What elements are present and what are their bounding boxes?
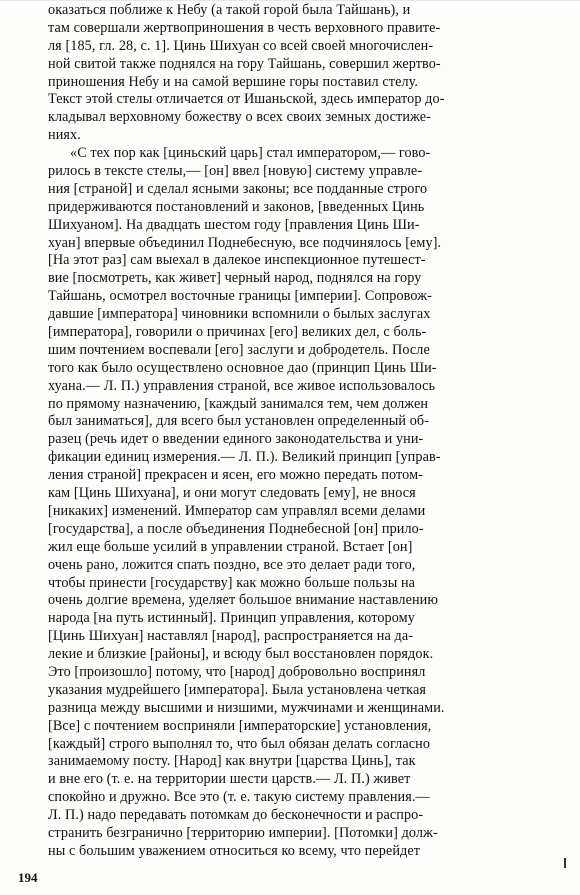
text-line: [императора], говорили о причинах [его] великих дел, с боль-	[48, 324, 427, 341]
text-line: [никаких] изменений. Император сам управлял всеми делами	[48, 502, 426, 519]
page-number: 194	[18, 870, 38, 885]
margin-mark	[564, 858, 566, 868]
text-line: чтобы принести [государству] как можно больше пользы на	[48, 574, 416, 591]
text-line: хуан] впервые объединил Поднебесную, все подчинялось [ему].	[48, 234, 442, 251]
paragraph-2	[48, 145, 572, 861]
text-line: Тайшань, осмотрел восточные границы [империи]. Сопровож-	[48, 288, 432, 305]
text-line: жил еще больше усилий в управлении страной. Встает [он]	[48, 538, 413, 555]
text-line: был заниматься], для всего был установлен определенный об-	[48, 413, 430, 430]
text-line: вие [посмотреть, как живет] черный народ, поднялся на гору	[48, 270, 422, 287]
text-line: [каждый] строго выполнял то, что был обязан делать согласно	[48, 735, 431, 752]
text-line: Л. П.) надо передавать потомкам до бесконечности и распро-	[48, 807, 424, 824]
text-line: ны с большим уважением относиться ко всему, что перейдет	[48, 842, 421, 859]
text-line: хуана.— Л. П.) управления страной, все живое использовалось	[48, 377, 436, 394]
text-line: фикации единиц измерения.— Л. П.). Великий принцип [управ-	[48, 449, 441, 466]
text-line: давшие [императора] чиновники вспомнили о былых заслугах	[48, 306, 431, 323]
text-line: народа [на путь истинный]. Принцип управления, которому	[48, 610, 415, 627]
text-line: Шихуаном]. На двадцать шестом году [правления Цинь Ши-	[48, 216, 420, 233]
text-line: лекие и близкие [районы], и всюду был восстановлен порядок.	[48, 646, 434, 663]
text-line: указания мудрейшего [императора]. Была установлена четкая	[48, 681, 426, 698]
text-line: придерживаются постановлений и законов, [введенных Цинь	[48, 198, 425, 215]
text-line: и вне его (т. е. на территории шести царств.— Л. П.) живет	[48, 771, 411, 788]
text-line: оказаться поближе к Небу (а такой горой была Тайшань), и	[48, 2, 411, 18]
text-line: [На этот раз] сам выехал в далекое инспекционное путешест-	[48, 252, 426, 269]
text-line: [Все] с почтением восприняли [императорские] установления,	[48, 717, 432, 734]
text-line: кладывал верховному божеству о всех своих земных достиже-	[48, 109, 431, 126]
text-line: разец (речь идет о введении единого законодательства и уни-	[48, 431, 424, 448]
text-line: приношения Небу и на самой вершине горы поставил стелу.	[48, 73, 419, 90]
text-line: рилось в тексте стелы,— [он] ввел [новую] систему управле-	[48, 163, 423, 180]
text-line: странить безгранично [территорию империи]. [Потомки] долж-	[48, 824, 438, 841]
text-line: Текст этой стелы отличается от Ишаньской, здесь император до-	[48, 91, 445, 108]
text-line: разница между высшими и низшими, мужчинами и женщинами.	[48, 699, 445, 716]
text-line: ной свитой также поднялся на гору Тайшань, совершил жертво-	[48, 55, 441, 72]
text-line: ления страной] прекрасен и ясен, его можно передать потом-	[48, 467, 423, 484]
text-line: шим почтением воспевали [его] заслуги и добродетель. После	[48, 341, 430, 358]
page-text	[48, 2, 572, 861]
text-line: ниях.	[48, 127, 81, 144]
text-line: там совершали жертвоприношения в честь верховного правите-	[48, 19, 441, 36]
text-line: очень долгие времена, уделяет большое внимание наставлению	[48, 592, 439, 609]
text-line: очень рано, ложится спать поздно, все это делает ради того,	[48, 556, 416, 573]
text-line: Это [произошло] потому, что [народ] добровольно воспринял	[48, 663, 426, 680]
paragraph-1	[48, 2, 572, 145]
text-line: спокойно и дружно. Все это (т. е. такую систему правления.—	[48, 789, 430, 806]
text-line: [Цинь Шихуан] наставлял [народ], распространяется на да-	[48, 628, 414, 645]
text-line: ля [185, гл. 28, с. 1]. Цинь Шихуан со всей своей многочислен-	[48, 37, 434, 54]
text-line: [государства], а после объединения Поднебесной [он] прило-	[48, 520, 424, 537]
text-line: кам [Цинь Шихуана], и они могут следовать [ему], не внося	[48, 485, 416, 502]
page-top-edge	[0, 0, 580, 1]
text-line: «С тех пор как [циньский царь] стал императором,— гово-	[70, 145, 431, 162]
text-line: ния [страной] и сделал ясными законы; все подданные строго	[48, 180, 428, 197]
text-line: того как было осуществлено основное дао (принцип Цинь Ши-	[48, 359, 437, 376]
text-line: по прямому назначению, [каждый занимался тем, чем должен	[48, 395, 429, 412]
text-line: занимаемому посту. [Народ] как внутри [царства Цинь], так	[48, 753, 416, 770]
